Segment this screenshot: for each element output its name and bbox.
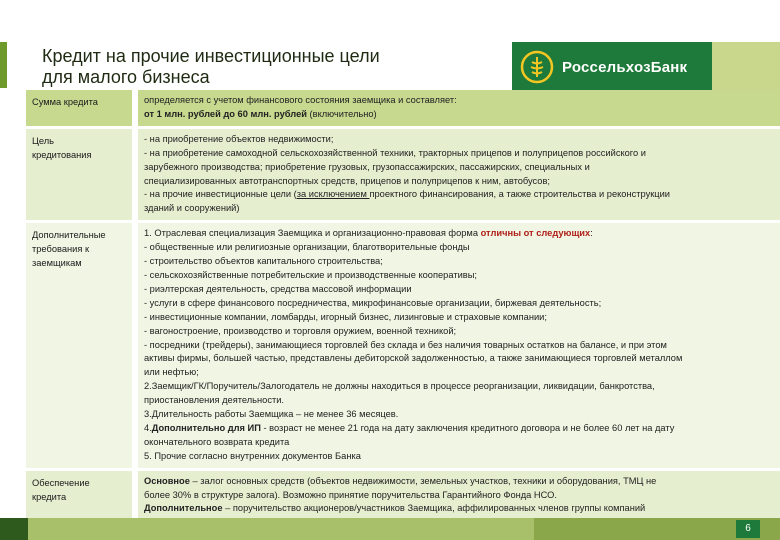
bank-logo [512,42,712,92]
credit-conditions-table [26,90,780,523]
row-label: Обеспечение кредита [26,471,132,521]
table-row-purpose [26,129,780,223]
accent-bar [0,42,7,88]
footer-bar-corner [0,518,28,540]
logo-decor-strip [712,42,780,92]
table-row-requirements [26,223,780,470]
title-line-2: для малого бизнеса [42,67,210,87]
page-title [42,46,482,88]
row-label: Дополнительные требования к заемщикам [26,223,132,467]
table-row-amount [26,90,780,129]
row-value: 1. Отраслевая специализация Заемщика и организационно-правовая форма отличны от следующих: - общественные или религиозные организации, благотворительные фонды - строительство объектов капитального строительства; - сельскохозяйственные потребительские и производственные кооперативы; - риэлтерская деятельность, средства массовой информации - услуги в сфере финансового посредничества, микрофинансовые организации, биржевая деятельность; - инвестиционные компании, ломбарды, игорный бизнес, лизинговые и страховые компании; - вагоностроение, производство и торговля оружием, военной техникой; - посредники (трейдеры), занимающиеся торговлей без склада и без наличия товарных остатков на балансе, и при этом активы фирмы, большей частью, представлены дебиторской задолженностью, а также занимающиеся торговлей металлом или нефтью; 2.Заемщик/ГК/Поручитель/Залогодатель не должны находиться в процессе реорганизации, ликвидации, банкротства, приостановления деятельности. 3.Длительность работы Заемщика – не менее 36 месяцев. 4.Дополнительно для ИП - возраст не менее 21 года на дату заключения кредитного договора и не более 60 лет на дату окончательного возврата кредита 5. Прочие согласно внутренних документов Банка [138,223,780,467]
table-row-collateral [26,471,780,524]
footer-bar-segment [26,518,534,540]
row-label: Сумма кредита [26,90,132,126]
wheat-key-logo-icon [520,50,554,84]
page-number: 6 [736,520,760,538]
bank-logo-text: РоссельхозБанк [562,58,688,76]
row-label: Цель кредитования [26,129,132,220]
row-value: определяется с учетом финансового состояния заемщика и составляет: от 1 млн. рублей до 60 млн. рублей (включительно) [138,90,780,126]
row-value: - на приобретение объектов недвижимости; - на приобретение самоходной сельскохозяйственной техники, тракторных прицепов и полуприцепов российского и зарубежного производства; приобретение грузовых, грузопассажирских, пассажирских, специальных и специализированных автотранспортных средств, прицепов и полуприцепов к ним, автобусов; - на прочие инвестиционные цели (за исключением проектного финансирования, а также строительства и реконструкции зданий и сооружений) [138,129,780,220]
row-value: Основное – залог основных средств (объектов недвижимости, земельных участков, техники и оборудования, ТМЦ не более 30% в структуре залога). Возможно принятие поручительства Гарантийного Фонда НСО. Дополнительное – поручительство акционеров/участников Заемщика, аффилированных членов группы компаний [138,471,780,521]
title-line-1: Кредит на прочие инвестиционные цели [42,46,380,66]
